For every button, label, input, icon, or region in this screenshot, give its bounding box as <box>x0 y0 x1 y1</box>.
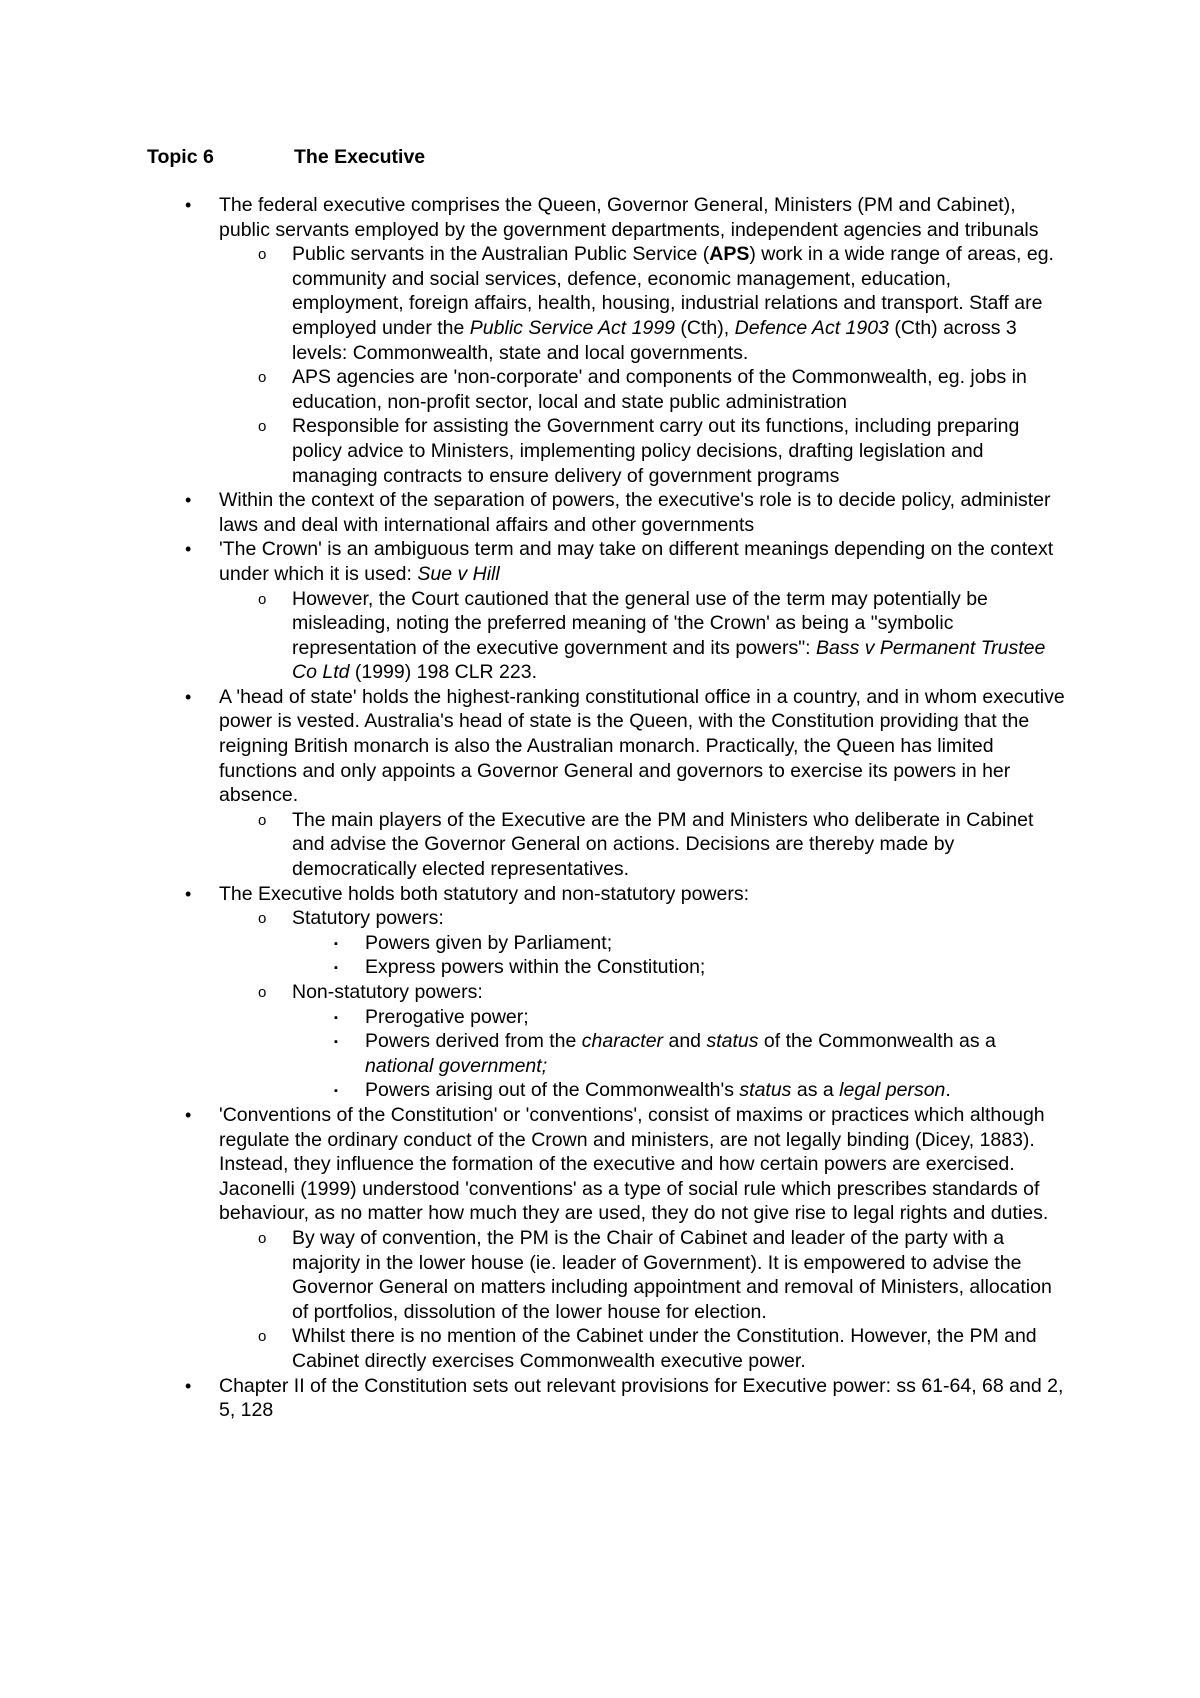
notes-list <box>0 193 1200 1423</box>
bullet-marker: o <box>258 369 267 387</box>
text-segment: Prerogative power; <box>365 1005 529 1028</box>
item-text <box>219 538 1053 585</box>
bullet-marker: • <box>185 1375 192 1396</box>
bold-text: APS <box>709 243 750 266</box>
item-text <box>365 1030 996 1077</box>
text-segment: of the Commonwealth as a <box>758 1030 996 1053</box>
list-item-level-1 <box>0 882 1067 907</box>
bullet-marker: o <box>258 910 267 928</box>
list-item-level-1 <box>0 685 1067 808</box>
list-item-level-3 <box>0 931 1067 956</box>
bullet-marker: o <box>258 811 267 829</box>
bullet-marker: o <box>258 984 267 1001</box>
item-text <box>365 1079 951 1101</box>
topic-number: Topic 6 <box>147 146 214 168</box>
bullet-marker: ▪ <box>334 1085 338 1098</box>
item-text <box>219 1375 1063 1422</box>
bullet-marker: • <box>185 539 192 560</box>
bullet-marker: • <box>185 1104 192 1125</box>
item-text <box>292 981 483 1003</box>
text-segment: (Cth) across 3 levels: Commonwealth, state and local governments. <box>292 316 1017 364</box>
list-item-level-3 <box>0 955 1067 980</box>
page-heading <box>147 145 425 169</box>
list-item-level-2 <box>0 414 1067 488</box>
text-segment: Public servants in the Australian Public Service ( <box>292 243 710 266</box>
text-segment: (1999) 198 CLR 223. <box>349 661 537 684</box>
bullet-marker: o <box>258 418 267 436</box>
text-segment: Powers given by Parliament; <box>365 931 613 954</box>
list-item-level-1 <box>0 1103 1067 1226</box>
list-item-level-1 <box>0 488 1067 537</box>
list-item-level-2 <box>0 906 1067 931</box>
item-text <box>365 1006 529 1028</box>
bullet-marker: o <box>258 590 267 608</box>
italic-text: Sue v Hill <box>417 562 500 585</box>
italic-text: Defence Act 1903 <box>734 316 889 339</box>
text-segment: 'Conventions of the Constitution' or 'conventions', consist of maxims or practices which although regulate the ordinary conduct of the Crown and ministers, are not legally binding (Dicey, 1883). Instead, they influence the formation of the executive and how certain powers are exercised. Jaconelli (1999) understood 'conventions' as a type of social rule which prescribes standards of behaviour, as no matter how much they are used, they do not give rise to legal rights and duties. <box>219 1103 1049 1225</box>
italic-text: national government; <box>365 1054 548 1077</box>
list-item-level-2 <box>0 1226 1067 1324</box>
italic-text: status <box>706 1030 759 1053</box>
list-item-level-3 <box>0 1029 1067 1078</box>
list-item-level-1 <box>0 537 1067 586</box>
italic-text: character <box>581 1030 664 1053</box>
text-segment: . <box>945 1079 951 1102</box>
text-segment: Statutory powers: <box>292 907 444 930</box>
text-segment: as a <box>791 1079 840 1102</box>
bullet-marker: • <box>185 490 192 511</box>
item-text <box>292 588 1045 684</box>
text-segment: 'The Crown' is an ambiguous term and may take on different meanings depending on the context under which it is used: <box>219 538 1054 585</box>
italic-text: Public Service Act 1999 <box>469 316 676 339</box>
bullet-marker: • <box>185 195 192 215</box>
italic-text: Bass v Permanent Trustee Co Ltd <box>292 636 1046 684</box>
text-segment: ) work in a wide range of areas, eg. community and social services, defence, economic management, education, employment, foreign affairs, health, housing, industrial relations and transport. Staff are employed under the <box>292 243 1054 339</box>
list-item-level-1 <box>0 1374 1067 1423</box>
text-segment: Chapter II of the Constitution sets out relevant provisions for Executive power: ss 61-64, 68 and 2, 5, 128 <box>219 1374 1064 1422</box>
text-segment: Powers arising out of the Commonwealth's <box>365 1079 740 1102</box>
bullet-marker: • <box>185 883 192 904</box>
topic-title: The Executive <box>294 146 426 168</box>
text-segment: The federal executive comprises the Queen, Governor General, Ministers (PM and Cabinet), public servants employed by the government departments, independent agencies and tribunals <box>219 194 1039 241</box>
text-segment: Responsible for assisting the Government carry out its functions, including preparing policy advice to Ministers, implementing policy decisions, drafting legislation and managing contracts to ensure delivery of government programs <box>292 415 1020 487</box>
item-text <box>292 366 1027 413</box>
list-item-level-2 <box>0 365 1067 414</box>
bullet-marker: ▪ <box>334 1036 338 1049</box>
text-segment: APS agencies are 'non-corporate' and components of the Commonwealth, eg. jobs in education, non-profit sector, local and state public administration <box>292 366 1027 413</box>
text-segment: The main players of the Executive are the PM and Ministers who deliberate in Cabinet and advise the Governor General on actions. Decisions are thereby made by democratically elected representatives. <box>292 808 1034 881</box>
italic-text: status <box>739 1079 792 1102</box>
text-segment: (Cth), <box>675 316 735 339</box>
item-text <box>365 932 612 954</box>
list-item-level-2 <box>0 242 1067 365</box>
text-segment: Express powers within the Constitution; <box>365 956 706 979</box>
text-segment: A 'head of state' holds the highest-ranking constitutional office in a country, and in whom executive power is vested. Australia's head of state is the Queen, with the Constitution providing that the reigning British monarch is also the Australian monarch. Practically, the Queen has limited functions and only appoints a Governor General and governors to exercise its powers in her absence. <box>219 685 1065 807</box>
item-text <box>292 1325 1037 1372</box>
bullet-marker: o <box>258 246 267 264</box>
list-item-level-2 <box>0 587 1067 685</box>
italic-text: legal person <box>839 1079 946 1102</box>
list-item-level-2 <box>0 808 1067 882</box>
list-item-level-1 <box>0 193 1067 242</box>
item-text <box>219 883 749 905</box>
item-text <box>292 1227 1052 1323</box>
list-item-level-2 <box>0 980 1067 1005</box>
bullet-marker: ▪ <box>334 937 338 950</box>
text-segment: Within the context of the separation of powers, the executive's role is to decide policy, administer laws and deal with international affairs and other governments <box>219 489 1051 536</box>
text-segment: However, the Court cautioned that the general use of the term may potentially be misleading, noting the preferred meaning of 'the Crown' as being a "symbolic representation of the executive government and its powers": <box>292 587 988 659</box>
item-text <box>219 686 1065 806</box>
item-text <box>292 243 1054 363</box>
text-segment: Whilst there is no mention of the Cabinet under the Constitution. However, the PM and Cabinet directly exercises Commonwealth executive power. <box>292 1325 1037 1372</box>
list-item-level-3 <box>0 1078 1067 1103</box>
item-text <box>365 956 705 978</box>
bullet-marker: o <box>258 1328 267 1346</box>
bullet-marker: ▪ <box>334 962 338 975</box>
item-text <box>219 1104 1048 1224</box>
list-item-level-3 <box>0 1005 1067 1030</box>
text-segment: The Executive holds both statutory and non-statutory powers: <box>219 882 750 905</box>
text-segment: Non-statutory powers: <box>292 981 483 1003</box>
list-item-level-2 <box>0 1324 1067 1373</box>
text-segment: and <box>663 1030 707 1053</box>
text-segment: By way of convention, the PM is the Chair of Cabinet and leader of the party with a majority in the lower house (ie. leader of Government). It is empowered to advise the Governor General on matters including appointment and removal of Ministers, allocation of portfolios, dissolution of the lower house for election. <box>292 1226 1052 1323</box>
bullet-marker: ▪ <box>334 1011 338 1024</box>
bullet-marker: • <box>185 686 192 707</box>
item-text <box>292 809 1033 880</box>
text-segment: Powers derived from the <box>365 1030 582 1053</box>
item-text <box>292 907 444 929</box>
item-text <box>219 489 1050 536</box>
bullet-marker: o <box>258 1229 267 1247</box>
item-text <box>219 194 1039 241</box>
item-text <box>292 415 1019 486</box>
